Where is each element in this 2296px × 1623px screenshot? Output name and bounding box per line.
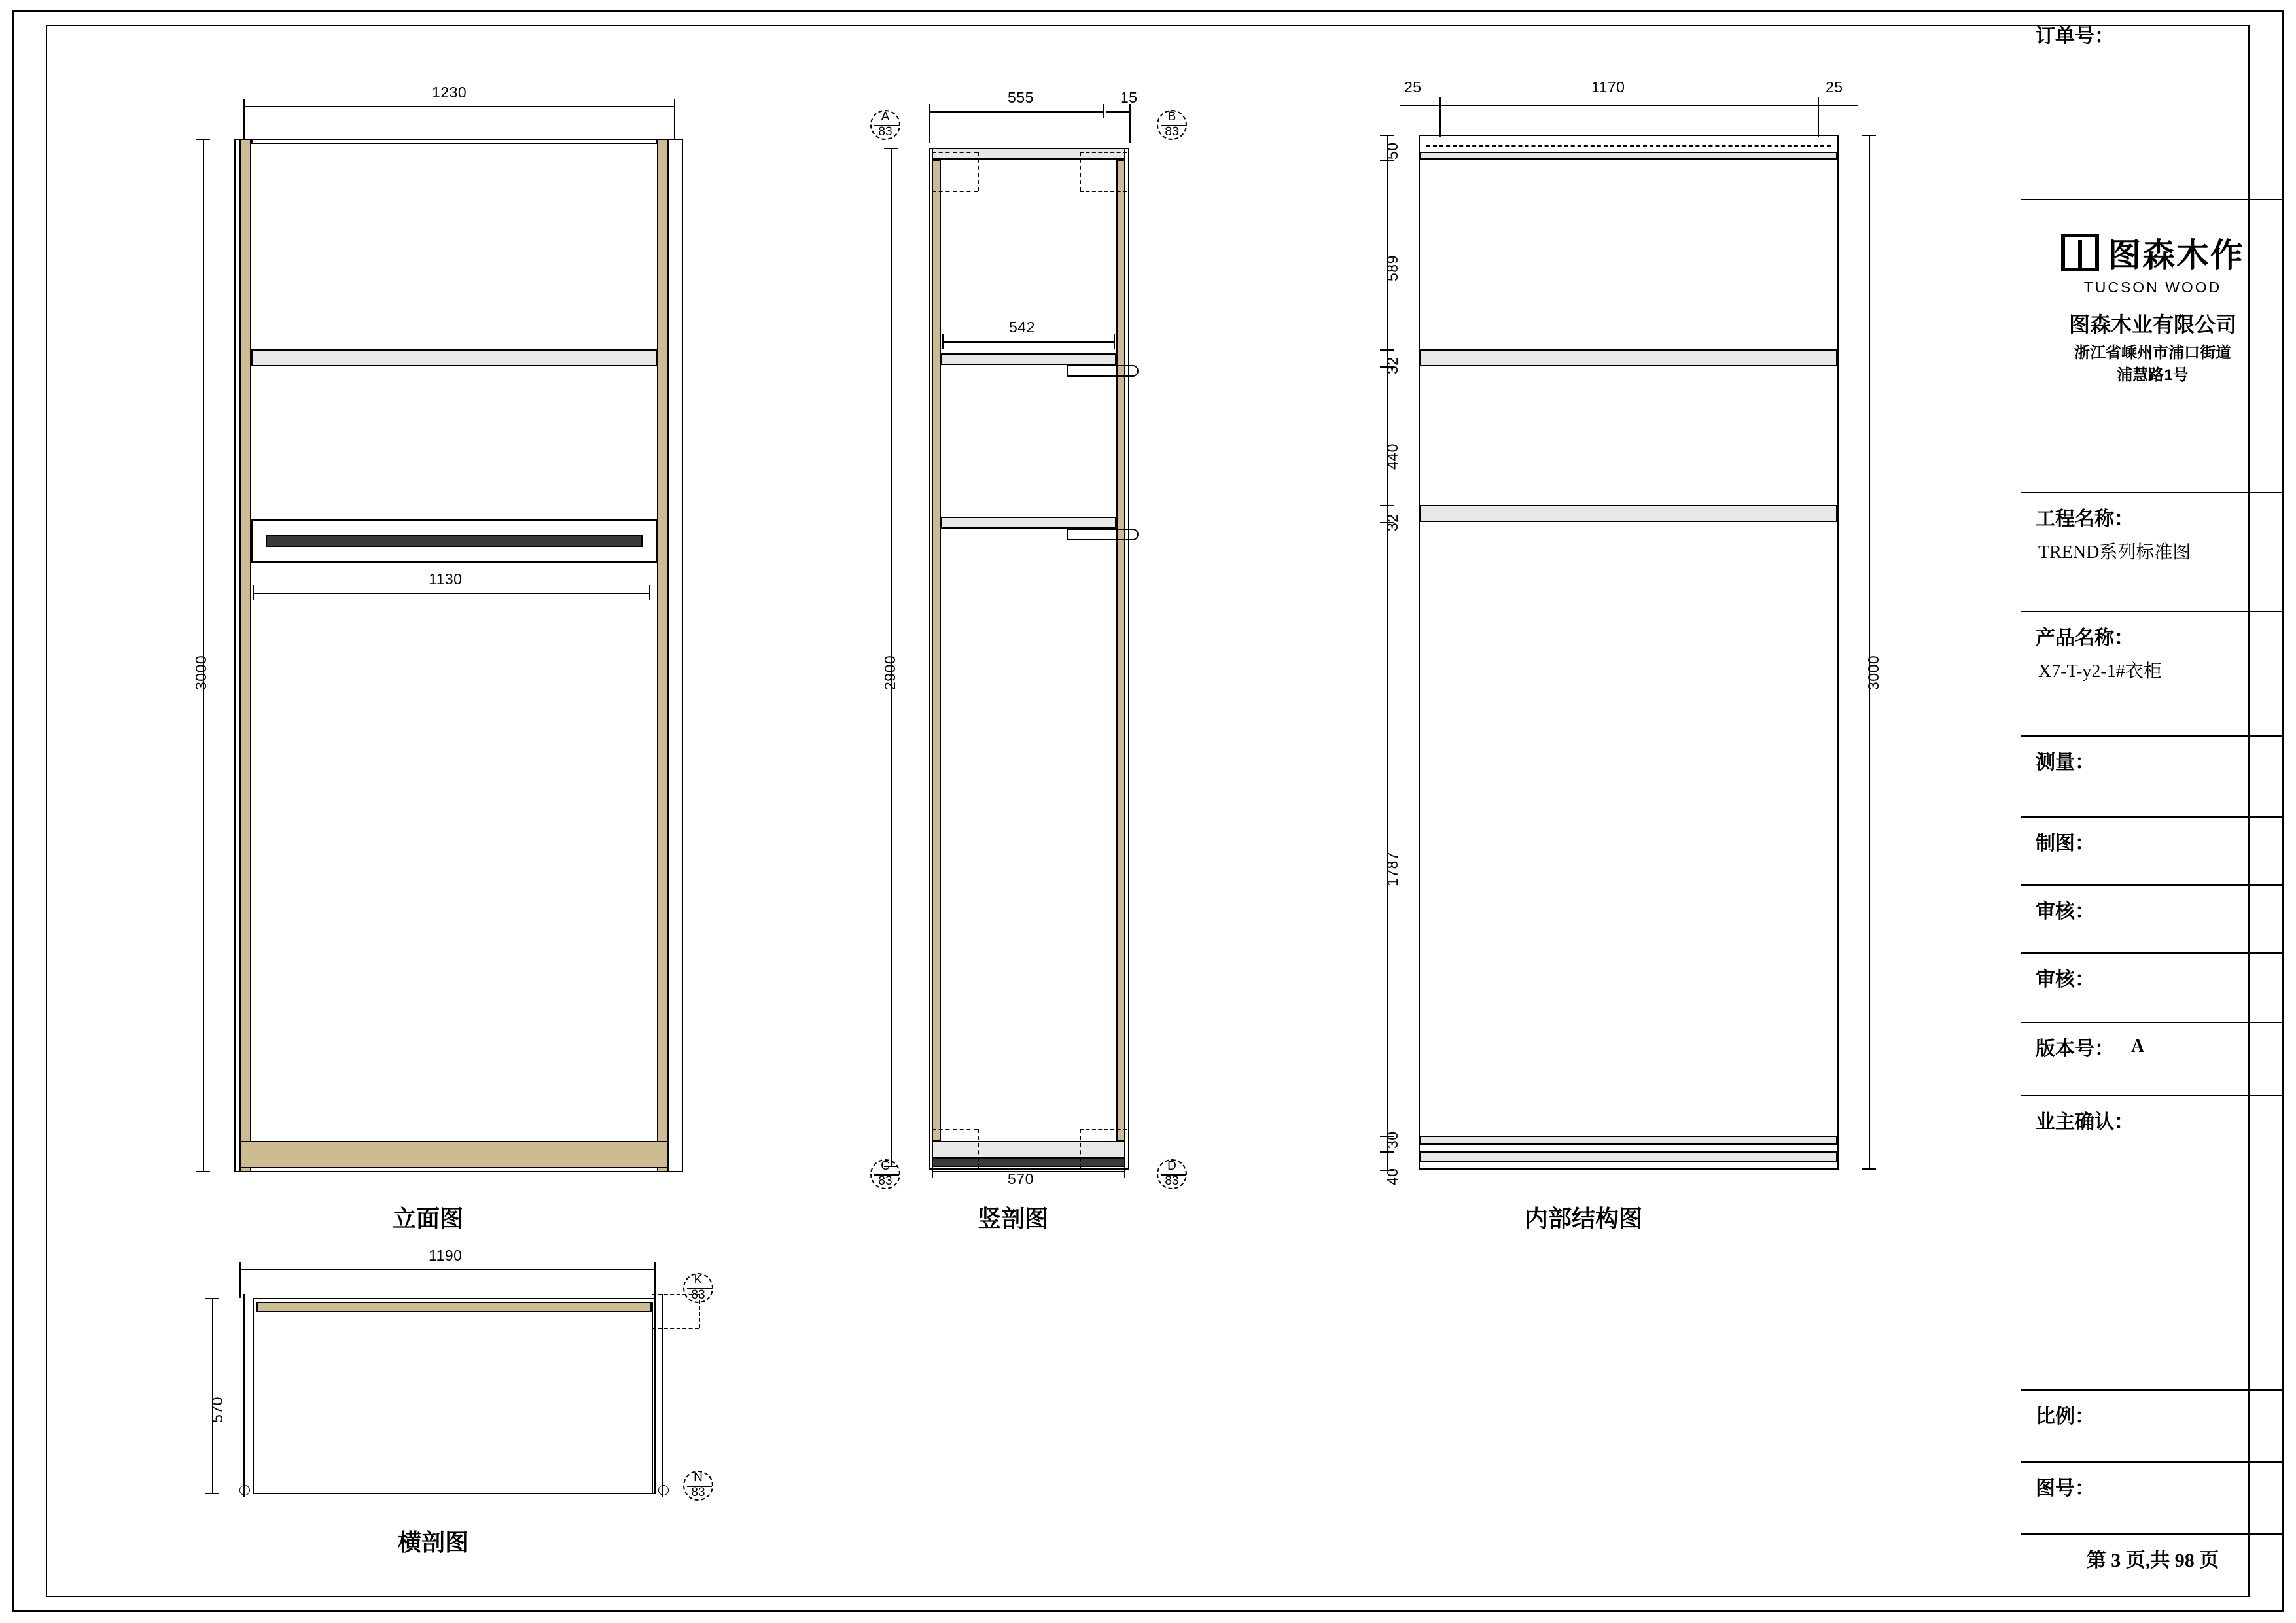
dim-line-drawer-width — [253, 593, 650, 594]
marker-D — [1157, 1159, 1187, 1189]
marker-id: C — [881, 1159, 890, 1173]
hs-door-right — [662, 1294, 663, 1497]
title-drawing-no-cell — [2021, 1461, 2284, 1533]
version-label: 版本号： — [2036, 1038, 2114, 1060]
is-plinth — [1420, 1151, 1837, 1162]
dim-vs-shelf: 542 — [1009, 319, 1035, 336]
title-block — [2021, 10, 2284, 1612]
detail-dash — [1080, 1129, 1127, 1130]
dim-tick — [1103, 104, 1104, 118]
dim-line-vs-topright — [1106, 111, 1131, 113]
dim-line-vs-shelf — [942, 341, 1115, 343]
detail-dash — [1080, 1129, 1081, 1168]
title-measure-cell — [2021, 735, 2284, 816]
version-value: A — [2131, 1036, 2145, 1056]
vs-shelf-2 — [941, 517, 1116, 529]
title-review2-cell — [2021, 952, 2284, 1022]
dim-tick — [1380, 505, 1394, 506]
dim-hs-width: 1190 — [429, 1247, 463, 1264]
marker-B — [1157, 110, 1187, 140]
dim-is-total-height: 3000 — [1865, 655, 1882, 690]
detail-dash — [978, 152, 979, 191]
dim-is-inner-width: 1170 — [1591, 79, 1625, 96]
is-top-dashed — [1426, 145, 1831, 147]
dim-is-30: 30 — [1384, 1131, 1401, 1149]
title-order-no-cell — [2021, 10, 2284, 199]
vs-cabinet-outline — [929, 148, 1129, 1170]
measure-label: 测量： — [2036, 752, 2094, 773]
dim-tick — [253, 585, 254, 600]
dim-is-top1: 50 — [1384, 142, 1401, 160]
review1-label: 审核： — [2036, 901, 2094, 922]
ext-line — [929, 111, 930, 143]
dim-tick — [942, 334, 944, 349]
detail-dash — [1080, 152, 1081, 191]
is-shelf-1 — [1420, 349, 1837, 366]
vs-top-panel — [932, 148, 1125, 160]
order-no-label: 订单号： — [2036, 26, 2114, 47]
marker-num: 83 — [1165, 1174, 1179, 1188]
vs-rail-1 — [1067, 365, 1139, 377]
caption-vertical-section: 竖剖图 — [978, 1205, 1049, 1232]
dim-tick — [932, 1164, 933, 1178]
dim-elevation-height: 3000 — [192, 655, 209, 690]
marker-id: K — [694, 1273, 703, 1287]
hs-back-panel — [256, 1302, 652, 1312]
vs-bottom-panel — [932, 1141, 1125, 1158]
draw-label: 制图： — [2036, 833, 2094, 854]
title-owner-confirm-cell — [2021, 1095, 2284, 1389]
elevation-base-panel — [239, 1141, 669, 1168]
dim-tick — [205, 1298, 219, 1299]
marker-id: N — [694, 1471, 703, 1484]
vs-plinth — [932, 1158, 1125, 1167]
company-address-line2: 浦慧路1号 — [2117, 366, 2189, 384]
hs-cabinet-outline — [253, 1298, 656, 1494]
dim-is-440: 440 — [1384, 444, 1401, 470]
is-bottom-panel — [1420, 1136, 1837, 1145]
page-indicator: 第 3 页,共 98 页 — [2086, 1550, 2219, 1571]
elevation-top-edge — [251, 139, 657, 144]
marker-K — [683, 1273, 713, 1303]
is-shelf-2 — [1420, 505, 1837, 522]
hs-door-left — [243, 1294, 245, 1497]
hs-right-panel — [652, 1302, 653, 1494]
marker-id: D — [1167, 1159, 1176, 1173]
dim-elevation-drawer: 1130 — [429, 570, 463, 587]
dim-hs-depth: 570 — [209, 1397, 226, 1423]
title-logo-cell — [2021, 199, 2284, 492]
detail-dash — [932, 1129, 978, 1130]
marker-N — [683, 1471, 713, 1501]
ext-line — [1439, 105, 1441, 137]
marker-num: 83 — [878, 125, 892, 139]
project-value: TREND系列标准图 — [2038, 542, 2191, 563]
marker-num: 83 — [691, 1288, 705, 1302]
dim-tick — [1380, 135, 1394, 136]
dim-tick — [1862, 1168, 1876, 1170]
dim-is-40: 40 — [1384, 1168, 1401, 1185]
drawing-no-label: 图号： — [2036, 1478, 2094, 1499]
title-draw-cell — [2021, 816, 2284, 884]
detail-dash — [1080, 191, 1127, 192]
marker-A — [870, 110, 900, 140]
dim-tick — [1124, 1164, 1125, 1178]
dim-vs-top-width: 555 — [1008, 89, 1034, 106]
elevation-drawer-handle — [266, 535, 643, 547]
ext-line — [243, 106, 245, 139]
dim-elevation-width: 1230 — [432, 84, 467, 101]
detail-dash — [1080, 152, 1127, 153]
dim-tick — [196, 1171, 210, 1172]
caption-internal-structure: 内部结构图 — [1525, 1205, 1643, 1232]
dim-tick — [884, 148, 898, 149]
ext-line — [674, 106, 675, 139]
logo-cn-text: 图森木作 — [2108, 237, 2244, 273]
dim-tick — [205, 1493, 219, 1494]
vs-left-panel — [932, 160, 941, 1141]
vs-rail-2 — [1067, 529, 1139, 540]
dim-line-is-height — [1869, 135, 1870, 1170]
dim-tick — [649, 585, 650, 600]
dim-tick — [1380, 160, 1394, 161]
marker-id: B — [1167, 110, 1176, 124]
scale-label: 比例： — [2036, 1406, 2094, 1427]
dim-vs-height: 2900 — [881, 655, 898, 690]
title-product-cell — [2021, 611, 2284, 735]
dim-vs-bottom-width: 570 — [1008, 1170, 1034, 1187]
elevation-shelf-1 — [251, 349, 657, 366]
title-scale-cell — [2021, 1389, 2284, 1461]
dim-line-hs-width — [239, 1269, 656, 1270]
brand-logo — [2021, 229, 2284, 276]
dim-is-left-gap: 25 — [1404, 79, 1422, 96]
company-name: 图森木业有限公司 — [2068, 313, 2236, 336]
detail-dash — [932, 152, 978, 153]
elevation-cabinet-outline — [234, 139, 683, 1172]
dim-is-589: 589 — [1384, 255, 1401, 281]
product-label: 产品名称： — [2036, 627, 2134, 649]
elevation-left-panel — [239, 139, 251, 1172]
dim-line-is-rightgap — [1818, 105, 1858, 106]
dim-tick — [196, 139, 210, 140]
marker-num: 83 — [691, 1486, 705, 1499]
dim-vs-top-right: 15 — [1120, 89, 1138, 106]
dim-is-1787: 1787 — [1384, 851, 1401, 886]
dim-tick — [1862, 135, 1876, 136]
is-cabinet-outline — [1419, 135, 1839, 1170]
ext-line — [239, 1269, 241, 1298]
dim-is-32a: 32 — [1384, 357, 1401, 374]
dim-line-is-innerwidth — [1439, 105, 1819, 106]
is-top-panel — [1420, 152, 1837, 160]
dim-line-hs-depth — [212, 1298, 213, 1494]
logo-en-text: TUCSON WOOD — [2083, 279, 2222, 296]
detail-dash — [978, 1129, 979, 1168]
title-project-cell — [2021, 492, 2284, 611]
vs-shelf-1 — [941, 353, 1116, 365]
detail-dash — [932, 191, 978, 192]
company-address-line1: 浙江省嵊州市浦口街道 — [2074, 344, 2231, 362]
title-version-cell — [2021, 1022, 2284, 1095]
dim-line-vs-topwidth — [929, 111, 1104, 113]
marker-num: 83 — [1165, 125, 1179, 139]
vs-right-panel — [1116, 160, 1125, 1141]
hs-hinge-left — [239, 1485, 250, 1495]
marker-C — [870, 1159, 900, 1189]
caption-horizontal-section: 横剖图 — [398, 1529, 469, 1556]
title-page-cell — [2021, 1533, 2284, 1612]
dim-line-is-chain — [1387, 135, 1388, 1170]
owner-confirm-label: 业主确认： — [2036, 1111, 2134, 1133]
hs-hinge-right — [658, 1485, 669, 1495]
ext-line — [1129, 111, 1131, 143]
dim-is-right-gap: 25 — [1826, 79, 1843, 96]
dim-tick — [1114, 334, 1115, 349]
marker-num: 83 — [878, 1174, 892, 1188]
elevation-right-panel — [657, 139, 669, 1172]
ext-line — [1818, 105, 1819, 137]
dim-tick — [1380, 349, 1394, 351]
project-label: 工程名称： — [2036, 508, 2134, 530]
dim-tick — [1380, 1151, 1394, 1153]
product-value: X7-T-y2-1#衣柜 — [2038, 661, 2162, 682]
caption-elevation: 立面图 — [393, 1205, 464, 1232]
review2-label: 审核： — [2036, 969, 2094, 990]
dim-line-is-leftgap — [1400, 105, 1439, 106]
dim-is-32b: 32 — [1384, 514, 1401, 531]
detail-dash — [652, 1328, 699, 1329]
logo-mark-icon — [2061, 234, 2099, 271]
marker-id: A — [881, 110, 890, 124]
title-review1-cell — [2021, 884, 2284, 952]
dim-line-elevation-width — [243, 106, 675, 107]
